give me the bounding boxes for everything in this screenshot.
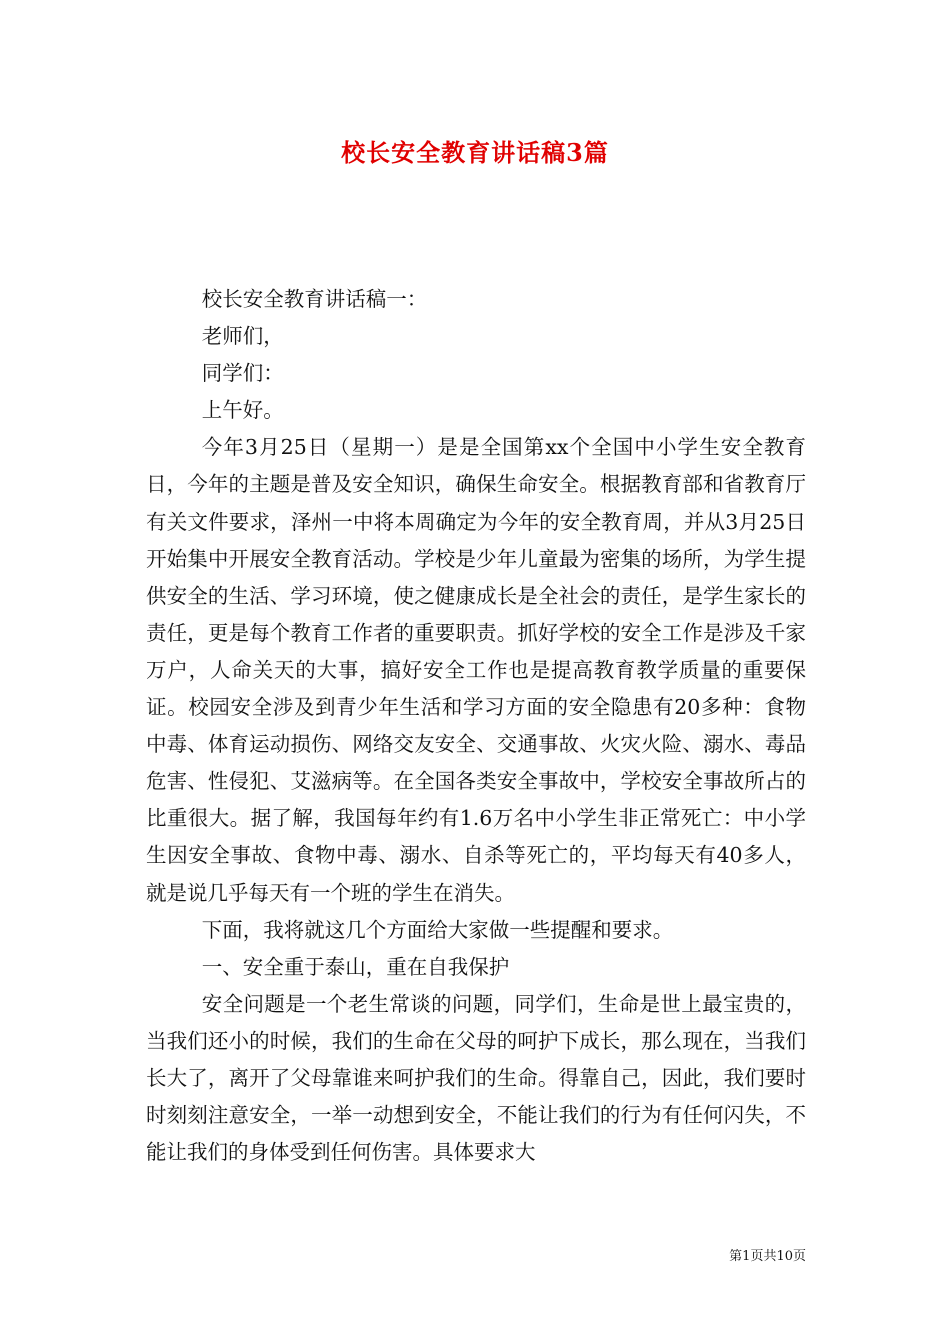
greeting: 上午好。 [201, 398, 284, 423]
salutation-students: 同学们： [201, 361, 284, 386]
section-heading: 校长安全教育讲话稿一： [201, 287, 428, 311]
page-number: 第1页共10页 [729, 1249, 806, 1264]
document-body [146, 281, 806, 1171]
salutation-teachers: 老师们， [201, 324, 284, 349]
document-title: 校长安全教育讲话稿3篇 [341, 138, 609, 167]
body-paragraph: 今年3月25日（星期一）是是全国第xx个全国中小学生安全教育日，今年的主题是普及安全知识，确保生命安全。根据教育部和省教育厅有关文件要求，泽州一中将本周确定为今年的安全教育周，并从3月25日开始集中开展安全教育活动。学校是少年儿童最为密集的场所，为学生提供安全的生活、学习环境，使之健康成长是全社会的责任，是学生家长的责任，更是每个教育工作者的重要职责。抓好学校的安全工作是涉及千家万户，人命关天的大事，搞好安全工作也是提高教育教学质量的重要保证。校园安全涉及到青少年生活和学习方面的安全隐患有20多种：食物中毒、体育运动损伤、网络交友安全、交通事故、火灾火险、溺水、毒品危害、性侵犯、艾滋病等。在全国各类安全事故中，学校安全事故所占的比重很大。据了解，我国每年约有1.6万名中小学生非正常死亡：中小学生因安全事故、食物中毒、溺水、自杀等死亡的，平均每天有40多人，就是说几乎每天有一个班的学生在消失。 [146, 435, 806, 905]
subheading: 一、安全重于泰山，重在自我保护 [201, 954, 510, 979]
body-paragraph: 安全问题是一个老生常谈的问题，同学们，生命是世上最宝贵的，当我们还小的时候，我们的生命在父母的呵护下成长，那么现在，当我们长大了，离开了父母靠谁来呵护我们的生命。得靠自己，因此，我们要时时刻刻注意安全，一举一动想到安全，不能让我们的行为有任何闪失，不能让我们的身体受到任何伤害。具体要求大 [146, 991, 806, 1165]
body-paragraph: 下面，我将就这几个方面给大家做一些提醒和要求。 [201, 917, 674, 942]
